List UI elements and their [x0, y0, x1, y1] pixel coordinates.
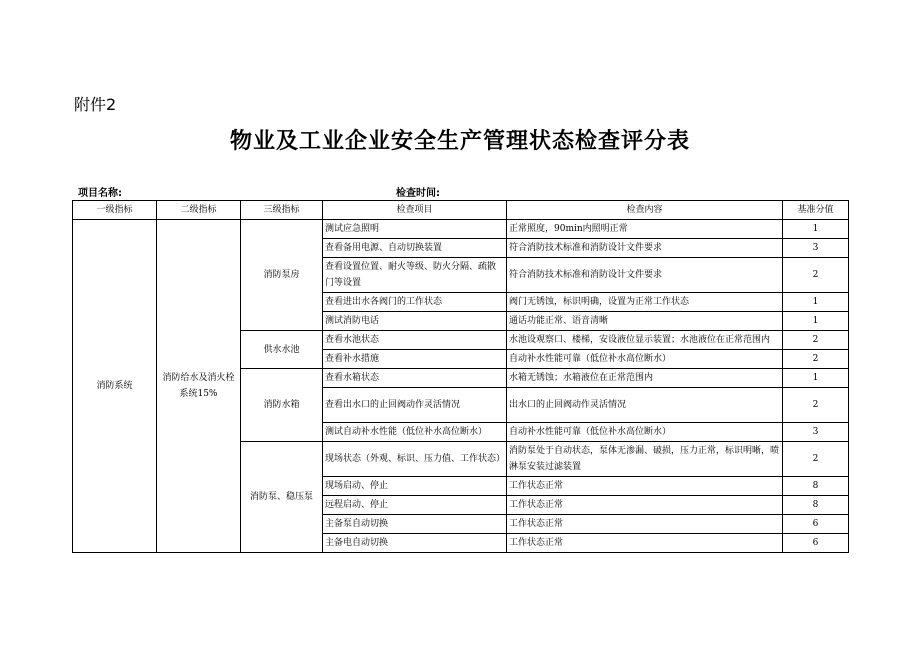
check-content-cell: 符合消防技术标准和消防设计文件要求 — [507, 239, 783, 258]
check-content-cell: 工作状态正常 — [507, 496, 783, 515]
header-level3: 三级指标 — [241, 201, 323, 220]
level3-cell: 供水水池 — [241, 331, 323, 369]
header-check-item: 检查项目 — [323, 201, 507, 220]
check-item-cell: 查看水池状态 — [323, 331, 507, 350]
check-item-cell: 现场启动、停止 — [323, 477, 507, 496]
level1-cell: 消防系统 — [73, 220, 157, 553]
check-item-cell: 远程启动、停止 — [323, 496, 507, 515]
check-content-cell: 工作状态正常 — [507, 515, 783, 534]
score-table — [72, 200, 849, 553]
check-item-cell: 查看备用电源、自动切换装置 — [323, 239, 507, 258]
score-cell: 6 — [783, 515, 849, 534]
level3-cell: 消防泵、稳压泵 — [241, 442, 323, 553]
score-cell: 2 — [783, 331, 849, 350]
score-cell: 6 — [783, 534, 849, 553]
table-header-row — [73, 201, 849, 220]
check-content-cell: 自动补水性能可靠（低位补水高位断水） — [507, 423, 783, 442]
header-level1: 一级指标 — [73, 201, 157, 220]
check-item-cell: 查看出水口的止回阀动作灵活情况 — [323, 388, 507, 423]
check-content-cell: 消防泵处于自动状态，泵体无渗漏、破损，压力正常，标识明晰，喷淋泵安装过滤装置 — [507, 442, 783, 477]
check-item-cell: 测试自动补水性能（低位补水高位断水） — [323, 423, 507, 442]
header-check-content: 检查内容 — [507, 201, 783, 220]
attachment-label: 附件2 — [74, 95, 117, 114]
score-cell: 3 — [783, 423, 849, 442]
score-cell: 1 — [783, 220, 849, 239]
check-item-cell: 查看补水措施 — [323, 350, 507, 369]
score-cell: 3 — [783, 239, 849, 258]
project-name-label: 项目名称: — [78, 188, 122, 199]
check-item-cell: 查看水箱状态 — [323, 369, 507, 388]
check-content-cell: 出水口的止回阀动作灵活情况 — [507, 388, 783, 423]
check-item-cell: 主备泵自动切换 — [323, 515, 507, 534]
score-cell: 2 — [783, 442, 849, 477]
check-content-cell: 水池设观察口、楼梯，安设液位显示装置；水池液位在正常范围内 — [507, 331, 783, 350]
score-cell: 2 — [783, 350, 849, 369]
check-content-cell: 阀门无锈蚀，标识明确，设置为正常工作状态 — [507, 293, 783, 312]
check-item-cell: 查看设置位置、耐火等级、防火分隔、疏散门等设置 — [323, 258, 507, 293]
check-item-cell: 测试应急照明 — [323, 220, 507, 239]
score-cell: 1 — [783, 369, 849, 388]
level3-cell: 消防水箱 — [241, 369, 323, 442]
check-content-cell: 通话功能正常、语音清晰 — [507, 312, 783, 331]
check-item-cell: 现场状态（外观、标识、压力值、工作状态） — [323, 442, 507, 477]
check-item-cell: 测试消防电话 — [323, 312, 507, 331]
score-cell: 1 — [783, 312, 849, 331]
table-row — [73, 220, 849, 239]
table-body — [73, 220, 849, 553]
score-cell: 8 — [783, 496, 849, 515]
page-title: 物业及工业企业安全生产管理状态检查评分表 — [229, 129, 690, 154]
check-item-cell: 查看进出水各阀门的工作状态 — [323, 293, 507, 312]
check-content-cell: 工作状态正常 — [507, 534, 783, 553]
level3-cell: 消防泵房 — [241, 220, 323, 331]
header-level2: 二级指标 — [157, 201, 241, 220]
check-content-cell: 自动补水性能可靠（低位补水高位断水） — [507, 350, 783, 369]
check-item-cell: 主备电自动切换 — [323, 534, 507, 553]
check-content-cell: 水箱无锈蚀；水箱液位在正常范围内 — [507, 369, 783, 388]
check-content-cell: 符合消防技术标准和消防设计文件要求 — [507, 258, 783, 293]
check-content-cell: 正常照度，90min内照明正常 — [507, 220, 783, 239]
level2-cell: 消防给水及消火栓系统15% — [157, 220, 241, 553]
score-cell: 2 — [783, 258, 849, 293]
header-base-score: 基准分值 — [783, 201, 849, 220]
check-content-cell: 工作状态正常 — [507, 477, 783, 496]
score-cell: 1 — [783, 293, 849, 312]
score-cell: 2 — [783, 388, 849, 423]
inspection-time-label: 检查时间: — [396, 188, 440, 199]
score-cell: 8 — [783, 477, 849, 496]
